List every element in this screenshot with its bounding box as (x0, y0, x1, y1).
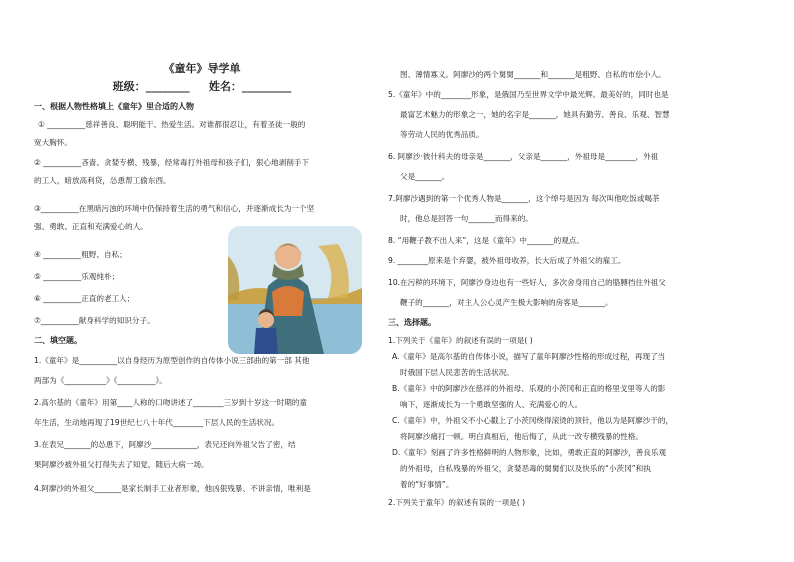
class-blank: ________ (145, 80, 190, 93)
fill-2: 2.高尔基的《童年》用第____人称的口吻讲述了________三岁到十岁这一时期的童 (34, 398, 308, 407)
fill-4-cont: 图、薄情寡义。阿廖沙的两个舅舅_______和_______是粗野、自私的市侩小人。 (400, 70, 666, 79)
class-label: 班级： (112, 80, 146, 93)
fill-3-cont: 果阿廖沙被外祖父打得失去了知觉，随后大病一场。 (34, 460, 209, 469)
question-1-5: ⑤ __________乐观纯朴； (34, 272, 120, 281)
question-1-2: ② __________吝啬、贪婪专横、残暴，经常毒打外祖母和孩子们，狠心地剥削手下 (34, 158, 309, 167)
fill-7-cont: 时，他总是回答一句_______而得来的。 (400, 214, 533, 223)
name-label: 姓名： (208, 80, 242, 93)
fill-6: 6. 阿廖沙·彼什科夫的母亲是_______，父亲是_______，外祖母是________，外祖 (388, 152, 659, 161)
fill-3: 3.在表兄_______的怂恿下，阿廖沙____________，表兄还向外祖父告了密，结 (34, 440, 296, 449)
fill-10: 10.在污秽的环境下，阿廖沙身边也有一些好人，多次舍身用自己的胳膊挡住外祖父 (388, 278, 666, 287)
section-1-title: 一、根据人物性格填上《童年》里合适的人物 (34, 102, 194, 111)
question-1-6: ⑥ __________正直的老工人； (34, 294, 135, 303)
section-2-title: 二、填空题。 (34, 336, 82, 345)
choice-1-c-cont: 将阿廖沙痛打一顿。明白真相后，他后悔了，从此一改专横残暴的性格。 (400, 432, 643, 441)
question-1-1: ① __________慈祥善良、聪明能干、热爱生活。对谁都很忍让，有着圣徒一般的 (38, 120, 306, 129)
fill-8: 8. “用鞭子教不出人来”，这是《童年》中_______的观点。 (388, 236, 584, 245)
choice-1-b-cont: 响下，逐渐成长为一个勇敢坚强的人、充满爱心的人。 (400, 400, 583, 409)
question-1-4: ④ __________粗野、自私； (34, 250, 127, 259)
choice-1-a-cont: 时俄国下层人民悲苦的生活状况。 (400, 368, 514, 377)
choice-1: 1.下列关于《童年》的叙述有误的一项是( ) (388, 336, 533, 345)
illustration-svg (228, 226, 362, 354)
fill-4: 4.阿廖沙的外祖父_______是家长制手工业者形象，他凶狠残暴、不讲亲情，唯利是 (34, 484, 311, 493)
choice-1-d-cont: 的外祖母，自私残暴的外祖父，贪婪恶毒的舅舅们以及快乐的“小茨冈”和执 (400, 464, 651, 473)
fill-5-cont: 最富艺术魅力的形象之一，她的名字是_______，她具有勤劳、善良、乐观、智慧 (400, 110, 670, 119)
question-1-3-cont: 强、勇敢、正直和充满爱心的人。 (34, 222, 148, 231)
fill-5: 5.《童年》中的________形象，是俄国乃至世界文学中最光辉、最美好的，同时也是 (388, 90, 669, 99)
question-1-7: ⑦__________献身科学的知识分子。 (34, 316, 155, 325)
question-1-2-cont: 的工人，暗放高利贷，怂恿帮工偷东西。 (34, 176, 171, 185)
fill-7: 7.阿廖沙遇到的第一个优秀人物是_______，这个绰号是因为 每次叫他吃饭或喝茶 (388, 194, 660, 203)
choice-1-c: C.《童年》中，外祖父不小心戳上了小茨冈绕得滚烫的顶针，他以为是阿廖沙干的， (392, 416, 674, 425)
choice-1-d-cont-2: 着的“好事情”。 (400, 480, 454, 489)
page-title: 《童年》导学单 (163, 62, 241, 75)
choice-1-b: B.《童年》中的阿廖沙在慈祥的外祖母、乐观的小茨冈和正直的格里戈里等人的影 (392, 384, 666, 393)
choice-1-d: D.《童年》刻画了许多性格鲜明的人物形象，比如，勇敢正直的阿廖沙，善良乐观 (392, 448, 667, 457)
fill-10-cont: 鞭子的_______，对主人公心灵产生极大影响的房客是_______。 (400, 298, 613, 307)
class-name-line (34, 82, 370, 93)
fill-2-cont: 年生活，生动地再现了19世纪七八十年代________下层人民的生活状况。 (34, 418, 280, 427)
fill-9: 9. ________原来是个弃婴，被外祖母收养，长大后成了外祖父的雇工。 (388, 256, 626, 265)
question-1-1-cont: 宽大胸怀。 (34, 138, 72, 147)
choice-1-a: A.《童年》是高尔基的自传体小说，描写了童年阿廖沙性格的形成过程，再现了当 (392, 352, 666, 361)
choice-2: 2.下列关于童年》的叙述有误的一项是( ) (388, 498, 526, 507)
question-1-3: ③__________在黑暗污浊的环境中仍保持着生活的勇气和信心，并逐渐成长为一个坚 (34, 204, 315, 213)
name-blank: _________ (241, 80, 292, 93)
grandmother-and-boy-illustration (228, 226, 362, 354)
fill-1: 1.《童年》是__________以自身经历为原型创作的自传体小说三部曲的第一部 其他 (34, 356, 310, 365)
fill-1-cont: 两部为《___________》《__________》。 (34, 376, 167, 385)
fill-5-cont-2: 等劳动人民的优秀品质。 (400, 130, 484, 139)
section-3-title: 三、选择题。 (388, 318, 436, 327)
fill-6-cont: 父是_______。 (400, 172, 450, 181)
